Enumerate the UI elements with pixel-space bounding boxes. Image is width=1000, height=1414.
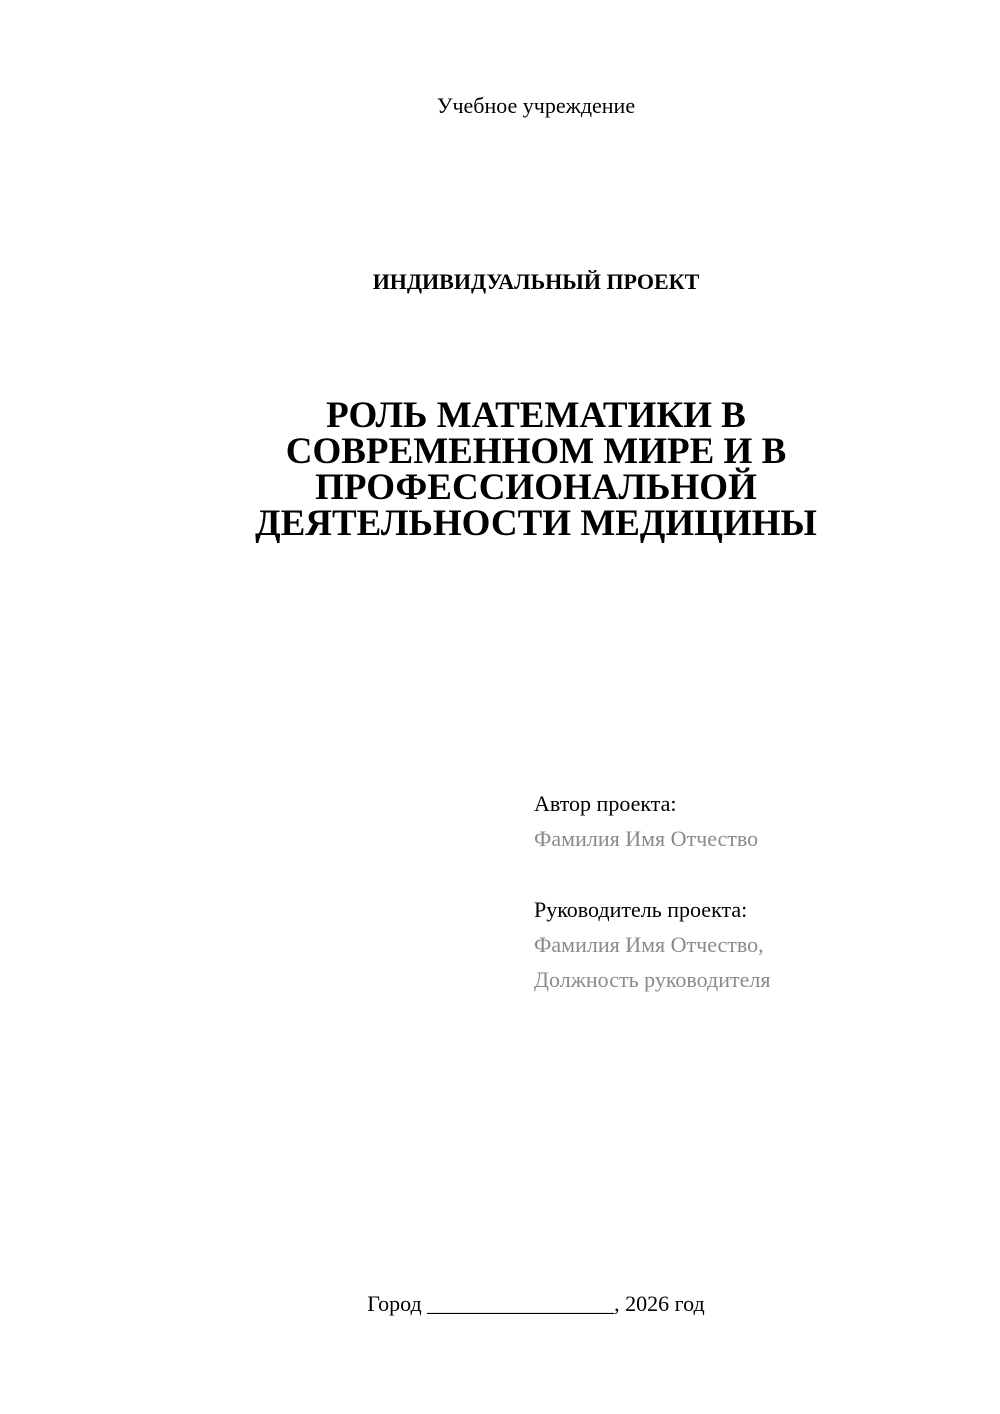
project-title-line: РОЛЬ МАТЕМАТИКИ В: [326, 395, 746, 436]
author-name: Фамилия Имя Отчество: [534, 826, 759, 851]
document-type: ИНДИВИДУАЛЬНЫЙ ПРОЕКТ: [372, 269, 700, 294]
project-title: [200, 395, 872, 544]
author-block: [534, 786, 974, 856]
project-title-line: ДЕЯТЕЛЬНОСТИ МЕДИЦИНЫ: [255, 503, 817, 544]
supervisor-block: [534, 892, 974, 997]
city-year-line: Город _________________, 2026 год: [367, 1291, 705, 1316]
supervisor-name: Фамилия Имя Отчество,: [534, 932, 764, 957]
supervisor-label: Руководитель проекта:: [534, 897, 748, 922]
institution-name: Учебное учреждение: [436, 93, 636, 118]
project-title-line: СОВРЕМЕННОМ МИРЕ И В: [285, 431, 787, 472]
supervisor-position: Должность руководителя: [534, 967, 771, 992]
author-label: Автор проекта:: [534, 791, 677, 816]
project-title-line: ПРОФЕССИОНАЛЬНОЙ: [315, 467, 757, 508]
